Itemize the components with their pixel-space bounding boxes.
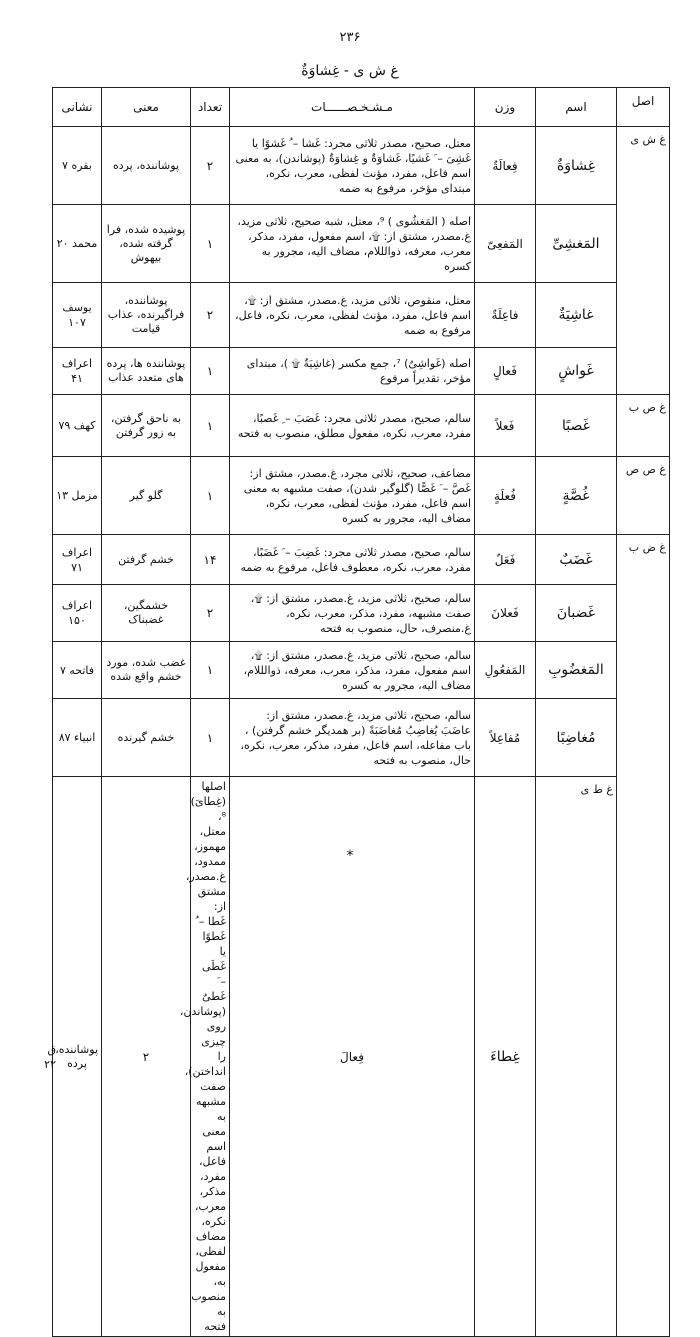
noun-cell: غَصبًا bbox=[536, 395, 617, 457]
reference-cell: اعراف ۴۱ bbox=[53, 348, 102, 395]
wazn-cell: مُفاعِلاً bbox=[475, 699, 536, 777]
meaning-cell: خشم گرفتن bbox=[102, 535, 191, 585]
specs-cell: سالم، صحیح، مصدر ثلاثی مجرد: غَضِبَ – َ غَضَبًا، مفرد، معرب، نکره، معطوف فاعل، مرفوع به ضمه bbox=[230, 535, 475, 585]
meaning-cell: پوشاننده، پرده bbox=[53, 777, 102, 1337]
noun-cell: غِشاوَةٌ bbox=[536, 127, 617, 205]
specs-cell: اصله ( المَغشُوی ) ⁹، معتل، شبه صحیح، ثلاثی مزید، غ.مصدر، مشتق از: ۩، اسم مفعول، مفرد، مذکر، معرب، معرفه، ذوالللام، مضاف الیه، مجرور به کسره bbox=[230, 205, 475, 283]
meaning-cell: پوشاننده ها، پرده های متعدد عذاب bbox=[102, 348, 191, 395]
meaning-cell: گلو گیر bbox=[102, 457, 191, 535]
specs-cell: اصلها (غِطایَ) ⁸، معتل، مهموز، ممدود، غ.مصدر، مشتق از: غَطا – ُ غَطوًا یا غَطَی – َ غَطیٌ (پوشاندن، روی چیزی را انداختن)، صفت مشبهه به معنی اسم فاعل، مفرد، مذکر، معرب، نکره، مضاف لفظی، مفعول به، منصوب به فتحه bbox=[191, 777, 230, 1337]
count-cell: ۱ bbox=[191, 699, 230, 777]
table-row bbox=[53, 348, 670, 395]
specs-cell: سالم، صحیح، ثلاثی مزید، غ.مصدر، مشتق از: عاضَبَ یُغاضِبُ مُغاضَبَةً (بر همدیگر خشم گرفتن) ، باب مفاعله، اسم فاعل، مفرد، مذکر، معرب، نکره، حال، منصوب به فتحه bbox=[230, 699, 475, 777]
root-cell: غ ص ص bbox=[617, 457, 670, 535]
table-row bbox=[53, 205, 670, 283]
header-meaning: معنی bbox=[102, 88, 191, 127]
table-row bbox=[53, 642, 670, 699]
count-cell: ۲ bbox=[102, 777, 191, 1337]
specs-cell: اصله (غَواشِیٌ) ⁷، جمع مکسر (غاشِیَةٌ ۩ )، مبتدای مؤخر، تقدیراً مرفوع bbox=[230, 348, 475, 395]
reference-cell: انبیاء ۸۷ bbox=[53, 699, 102, 777]
header-row bbox=[53, 88, 670, 127]
reference-cell: محمد ۲۰ bbox=[53, 205, 102, 283]
count-cell: ۲ bbox=[191, 127, 230, 205]
wazn-cell: فِعالَ bbox=[230, 777, 475, 1337]
specs-cell: معتل، منقوص، ثلاثی مزید، غ.مصدر، مشتق از: ۩، اسم فاعل، مفرد، مؤنث لفظی، معرب، نکره، فاعل، مرفوع به ضمه bbox=[230, 283, 475, 348]
specs-cell: معتل، صحیح، مصدر ثلاثی مجرد: غَشا – ُ غَشوًا یا غَشِیَ – َ غَشیًا، غَشاوَةٌ و غِشاوَةٌ (پوشاندن)، به معنی اسم فاعل، مفرد، مؤنث لفظی، معرب، نکره، مبتدای مؤخر، مرفوع به ضمه bbox=[230, 127, 475, 205]
noun-cell: غُصَّةٍ bbox=[536, 457, 617, 535]
table-row bbox=[53, 457, 670, 535]
header-count: تعداد bbox=[191, 88, 230, 127]
reference-cell: بقره ۷ bbox=[53, 127, 102, 205]
noun-cell: المَغضُوبِ bbox=[536, 642, 617, 699]
root-cell: غ ط ی bbox=[536, 777, 617, 1337]
wazn-cell: فَعلاً bbox=[475, 395, 536, 457]
wazn-cell: فاعِلَةٌ bbox=[475, 283, 536, 348]
table-row: غ ط ی غِطاءَ فِعالَ اصلها (غِطایَ) ⁸، معتل، مهموز، ممدود، غ.مصدر، مشتق از: غَطا – ُ غَطوًا یا غَطَی – َ غَطیٌ (پوشاندن، روی چیزی را انداختن)، صفت مشبهه به معنی اسم فاعل، مفرد، مذکر، معرب، نکره، مضاف لفظی، مفعول به، منصوب به فتحه ۲ پوشاننده، پرده ق ۲۲ bbox=[53, 777, 670, 1337]
wazn-cell: فُعلَةٍ bbox=[475, 457, 536, 535]
specs-cell: مضاعف، صحیح، ثلاثی مجرد، غ.مصدر، مشتق از: غَصَّ – َ غَصًّا (گلوگیر شدن)، صفت مشبهه به معنی اسم فاعل، مفرد، مؤنث لفظی، معرب، نکره، مضاف الیه، مجرور به کسره bbox=[230, 457, 475, 535]
count-cell: ۱ bbox=[191, 457, 230, 535]
meaning-cell: به ناحق گرفتن، به زور گرفتن bbox=[102, 395, 191, 457]
specs-cell: سالم، صحیح، ثلاثی مزید، غ.مصدر، مشتق از: ۩، اسم مفعول، مفرد، مذکر، معرب، معرفه، ذوالللام، مضاف الیه، مجرور به کسره bbox=[230, 642, 475, 699]
table-row bbox=[53, 127, 670, 205]
meaning-cell: خشم گیرنده bbox=[102, 699, 191, 777]
meaning-cell: خشمگین، غضبناک bbox=[102, 585, 191, 642]
header-specs: مـشـخـصــــــات bbox=[230, 88, 475, 127]
wazn-cell: المَفعِیّ bbox=[475, 205, 536, 283]
entry-title: غ ش ی - غِشاوَةٌ bbox=[301, 63, 399, 79]
specs-cell: سالم، صحیح، مصدر ثلاثی مجرد: غَصَبَ – ِ غَصبًا، مفرد، معرب، نکره، مفعول مطلق، منصوب به فتحه bbox=[230, 395, 475, 457]
reference-cell: فاتحه ۷ bbox=[53, 642, 102, 699]
reference-cell: اعراف ۷۱ bbox=[53, 535, 102, 585]
meaning-cell: غضب شده، مورد خشم واقع شده bbox=[102, 642, 191, 699]
header-noun: اسم bbox=[536, 88, 617, 127]
noun-cell: غاشِیَةٌ bbox=[536, 283, 617, 348]
count-cell: ۱ bbox=[191, 642, 230, 699]
meaning-cell: پوشیده شده، فرا گرفته شده، بیهوش bbox=[102, 205, 191, 283]
table-row bbox=[53, 585, 670, 642]
meaning-cell: پوشاننده، پرده bbox=[102, 127, 191, 205]
lexicon-table bbox=[44, 87, 670, 1337]
specs-cell: سالم، صحیح، ثلاثی مزید، غ.مصدر، مشتق از: ۩، صفت مشبهه، مفرد، مذکر، معرب، نکره، غ.منصرف، حال، منصوب به فتحه bbox=[230, 585, 475, 642]
root-cell: غ ص ب bbox=[617, 395, 670, 457]
table-row bbox=[53, 699, 670, 777]
wazn-cell: فَعلانَ bbox=[475, 585, 536, 642]
noun-cell: غَواشٍ bbox=[536, 348, 617, 395]
noun-cell: المَغشِیِّ bbox=[536, 205, 617, 283]
footnote-mark: * bbox=[346, 848, 354, 864]
noun-cell: غَضَبٌ bbox=[536, 535, 617, 585]
table-row bbox=[53, 535, 670, 585]
root-cell: غ ش ی bbox=[617, 127, 670, 395]
root-cell: غ ض ب bbox=[617, 535, 670, 1337]
wazn-cell: المَفعُولِ bbox=[475, 642, 536, 699]
header-reference: نشانی bbox=[53, 88, 102, 127]
reference-cell: یوسف ۱۰۷ bbox=[53, 283, 102, 348]
table-row bbox=[53, 395, 670, 457]
header-wazn: وزن bbox=[475, 88, 536, 127]
reference-cell: اعراف ۱۵۰ bbox=[53, 585, 102, 642]
noun-cell: غَضبانَ bbox=[536, 585, 617, 642]
noun-cell: غِطاءَ bbox=[475, 777, 536, 1337]
wazn-cell: فَعَلٌ bbox=[475, 535, 536, 585]
count-cell: ۱ bbox=[191, 205, 230, 283]
count-cell: ۱۴ bbox=[191, 535, 230, 585]
reference-cell: مزمل ۱۳ bbox=[53, 457, 102, 535]
table-row bbox=[53, 283, 670, 348]
count-cell: ۲ bbox=[191, 585, 230, 642]
noun-cell: مُغاضِبًا bbox=[536, 699, 617, 777]
meaning-cell: پوشاننده، فراگیرنده، عذاب قیامت bbox=[102, 283, 191, 348]
wazn-cell: فَعالٍ bbox=[475, 348, 536, 395]
count-cell: ۲ bbox=[191, 283, 230, 348]
page-number: ۲۳۶ bbox=[339, 30, 361, 45]
count-cell: ۱ bbox=[191, 348, 230, 395]
header-root: اصل bbox=[617, 88, 670, 127]
reference-cell: کهف ۷۹ bbox=[53, 395, 102, 457]
count-cell: ۱ bbox=[191, 395, 230, 457]
wazn-cell: فِعالَةٌ bbox=[475, 127, 536, 205]
